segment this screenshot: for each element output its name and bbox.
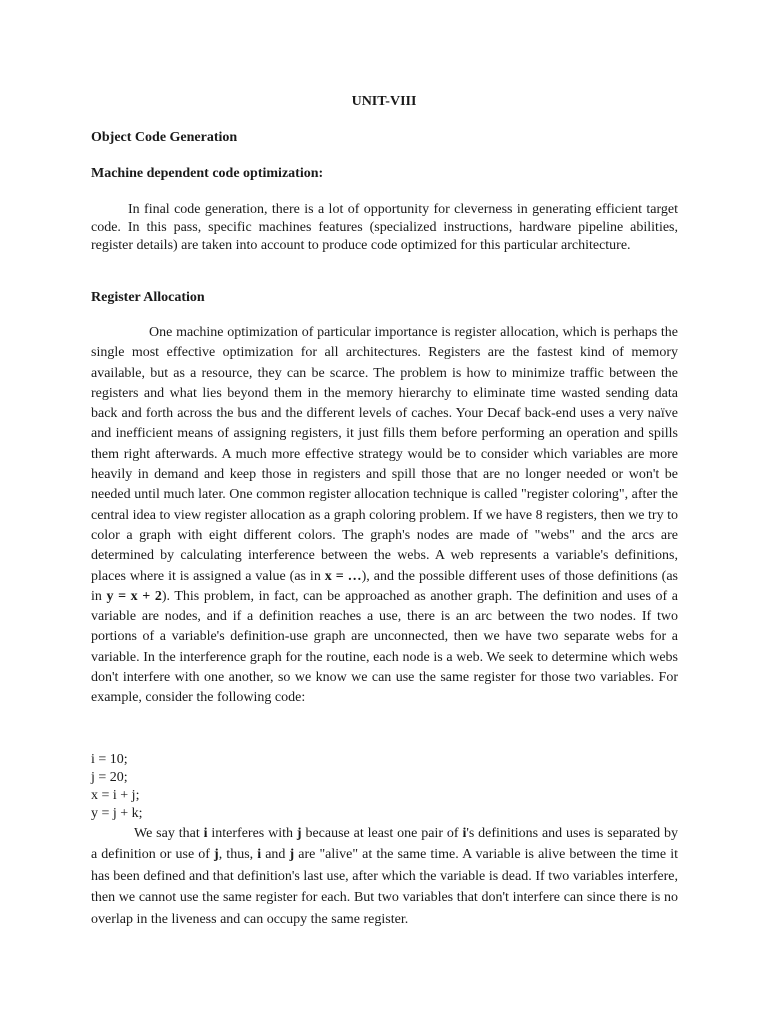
paragraph-text: ), and the possible different uses of those definitions (as in xyxy=(91,568,678,604)
register-allocation-heading: Register Allocation xyxy=(91,290,205,305)
code-inline: y = x + 2 xyxy=(106,588,162,604)
section-heading: Object Code Generation xyxy=(91,130,238,145)
paragraph-text: interferes with xyxy=(207,826,297,841)
paragraph-text: We say that xyxy=(134,826,204,841)
variable-name: j xyxy=(214,847,219,863)
code-line: y = j + k; xyxy=(91,806,143,821)
register-allocation-paragraph xyxy=(91,323,678,709)
paragraph-text: 's definitions and uses is separated by a definition or use of xyxy=(91,826,678,863)
paragraph-text: are "alive" at the same time. A variable is alive between the time it has been defined and that definition's last use, after which the variable is dead. If two variables interfere, then we cannot use the same register for each. But two variables that don't interfere can since there is no overlap in the liveness and can occupy the same register. xyxy=(91,847,679,927)
paragraph-text: ). This problem, in fact, can be approached as another graph. The definition and uses of a variable are nodes, and if a definition reaches a use, there is an arc between the two nodes. If two portions of a variable's definition-use graph are unconnected, then we have two separate webs for a variable. In the interference graph for the routine, each node is a web. We seek to determine which webs don't interfere with one another, so we know we can use the same register for those two variables. For example, consider the following code: xyxy=(91,588,678,706)
paragraph-text: and xyxy=(261,847,290,863)
paragraph-text: , thus, xyxy=(218,847,258,863)
code-line: x = i + j; xyxy=(91,788,140,803)
code-inline: x = … xyxy=(324,568,362,584)
code-line: j = 20; xyxy=(91,770,128,785)
variable-name: i xyxy=(257,847,262,863)
paragraph-text: because at least one pair of xyxy=(301,826,463,841)
interference-paragraph xyxy=(91,823,678,930)
unit-title: UNIT-VIII xyxy=(351,94,417,109)
variable-name: j xyxy=(289,847,295,863)
code-example xyxy=(91,751,143,823)
paragraph-text: One machine optimization of particular importance is register allocation, which is perhaps the single most effective optimization for all architectures. Registers are the fastest kind of memory available, but as a resource, they can be scarce. The problem is how to minimize traffic between the registers and what lies beyond them in the memory hierarchy to eliminate time wasted sending data back and forth across the bus and the different levels of caches. Your Decaf back-end uses a very naïve and inefficient means of assigning registers, it just fills them before performing an operation and spills them right afterwards. A much more effective strategy would be to consider which variables are more heavily in demand and keep those in registers and spill those that are no longer needed or won't be needed until much later. One common register allocation technique is called "register coloring", after the central idea to view register allocation as a graph coloring problem. If we have 8 registers, then we try to color a graph with eight different colors. The graph's nodes are made of "webs" and the arcs are determined by calculating interference between the webs. A web represents a variable's definitions, places where it is assigned a value (as in xyxy=(91,325,678,584)
subsection-heading: Machine dependent code optimization: xyxy=(91,166,324,181)
variable-name: i xyxy=(203,826,208,841)
variable-name: i xyxy=(462,826,467,841)
code-line: i = 10; xyxy=(91,752,128,767)
variable-name: j xyxy=(296,826,302,841)
intro-paragraph: In final code generation, there is a lot of opportunity for cleverness in generating efficient target code. In this pass, specific machines features (specialized instructions, hardware pipeline abilities, register details) are taken into account to produce code optimized for this particular architecture. xyxy=(91,202,678,253)
